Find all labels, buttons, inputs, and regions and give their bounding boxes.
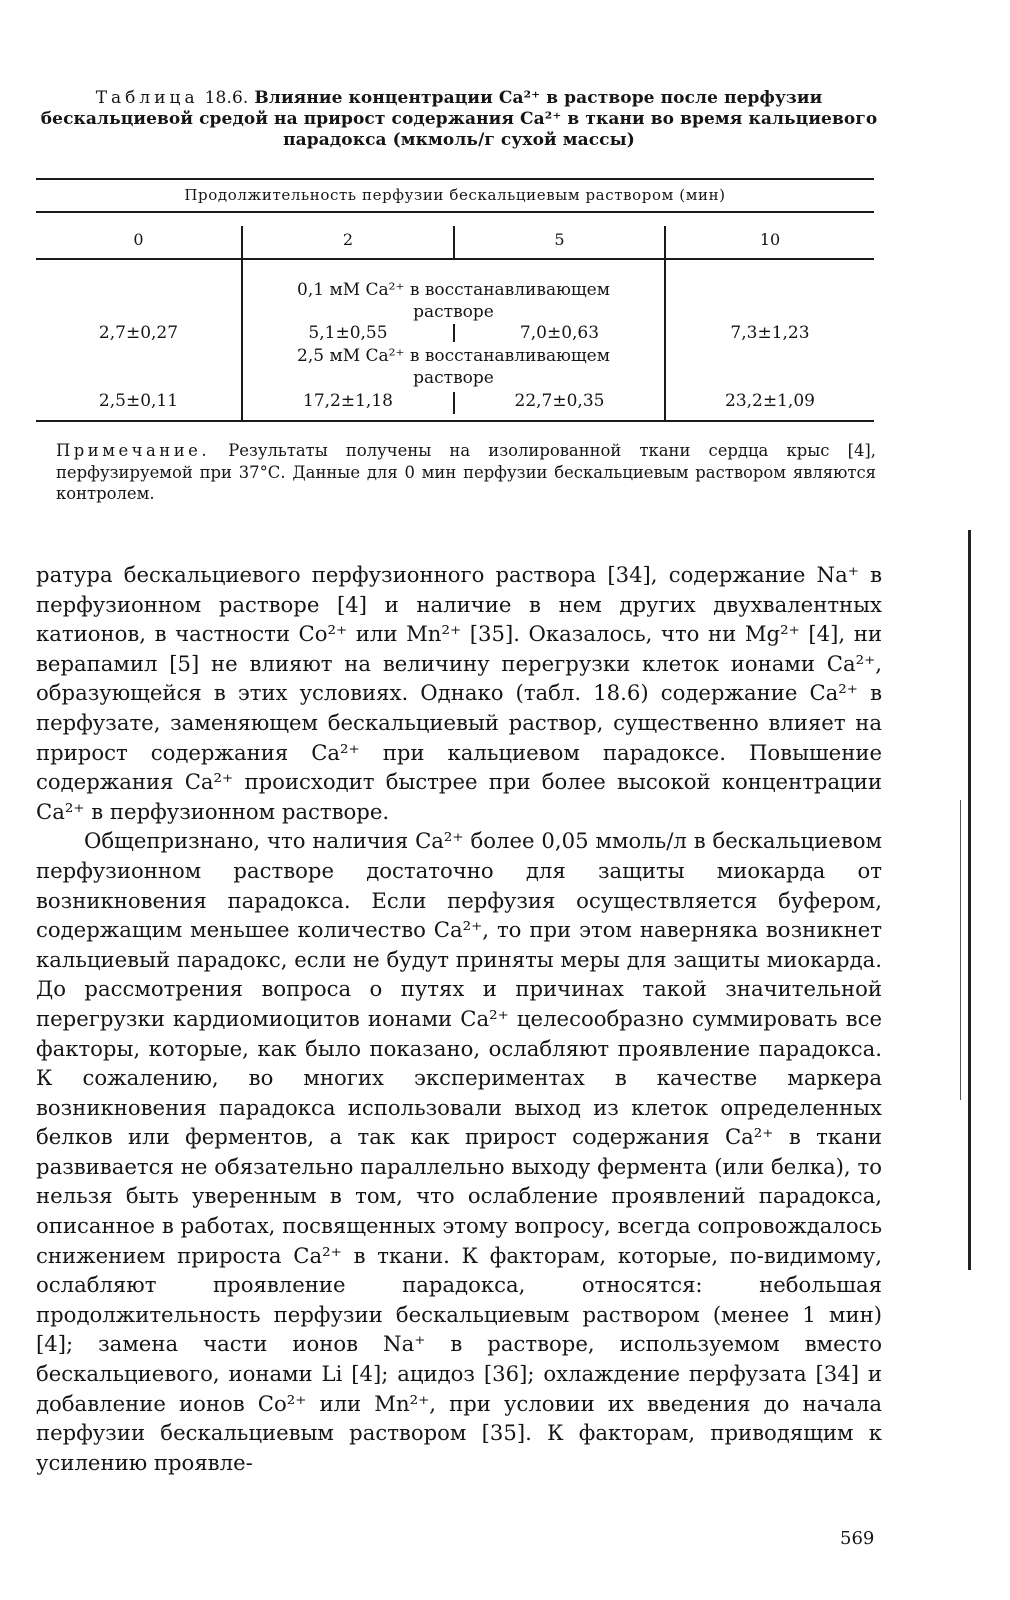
table-cell: 2,5±0,11 xyxy=(98,391,179,411)
caption-number: 18.6. xyxy=(204,88,249,108)
column-header-2: 2 xyxy=(342,230,354,249)
table-subheader: 2,5 мМ Са²⁺ в восстанавливающем xyxy=(297,346,610,366)
table-top-rule xyxy=(36,178,874,180)
table-cell: 7,3±1,23 xyxy=(730,323,810,343)
table-columns-rule xyxy=(36,258,874,260)
table-subheader: растворе xyxy=(413,302,494,322)
table-subheader: 0,1 мМ Са²⁺ в восстанавливающем xyxy=(297,280,610,300)
table-header-rule xyxy=(36,211,874,213)
scan-margin-mark xyxy=(968,530,971,1270)
table-caption xyxy=(36,88,882,151)
table-bottom-rule xyxy=(36,420,874,422)
table-subheader: растворе xyxy=(413,368,494,388)
note-label: Примечание. xyxy=(56,441,211,460)
table-cell: 17,2±1,18 xyxy=(303,391,393,411)
table-note xyxy=(56,440,876,505)
table-cell: 23,2±1,09 xyxy=(725,391,815,411)
body-text xyxy=(36,560,882,1477)
table-cell: 5,1±0,55 xyxy=(308,323,388,343)
column-header-0: 0 xyxy=(133,230,144,249)
scan-margin-mark xyxy=(960,800,961,1100)
column-header-5: 5 xyxy=(554,230,565,249)
note-text: Результаты получены на изолированной ткани сердца крыс [4], перфузируемой при 37°С. Данные для 0 мин перфузии бескальциевым раствором являются контролем. xyxy=(56,441,876,503)
table-cell: 7,0±0,63 xyxy=(519,323,600,343)
paragraph: Общепризнано, что наличия Са²⁺ более 0,05 ммоль/л в бескальциевом перфузионном растворе достаточно для защиты миокарда от возникновения парадокса. Если перфузия осуществляется буфером, содержащим меньшее количество Са²⁺, то при этом наверняка возникнет кальциевый парадокс, если не будут приняты меры для защиты миокарда. До рассмотрения вопроса о путях и причинах такой значительной перегрузки кардиомиоцитов ионами Са²⁺ целесообразно суммировать все факторы, которые, как было показано, ослабляют проявление парадокса. К сожалению, во многих экспериментах в качестве маркера возникновения парадокса использовали выход из клеток определенных белков или ферментов, а так как прирост содержания Са²⁺ в ткани развивается не обязательно параллельно выходу фермента (или белка), то нельзя быть уверенным в том, что ослабление проявлений парадокса, описанное в работах, посвященных этому вопросу, всегда сопровождалось снижением прироста Са²⁺ в ткани. К факторам, которые, по-видимому, ослабляют проявление парадокса, относятся: небольшая продолжительность перфузии бескальциевым раствором (менее 1 мин) [4]; замена части ионов Na⁺ в растворе, используемом вместо бескальциевого, ионами Li [4]; ацидоз [36]; охлаждение перфузата [34] и добавление ионов Со²⁺ или Mn²⁺, при условии их введения до начала перфузии бескальциевым раствором [35]. К факторам, приводящим к усилению проявле- xyxy=(36,828,882,1475)
caption-text: Влияние концентрации Са²⁺ в растворе после перфузии бескальциевой средой на прирост содержания Са²⁺ в ткани во время кальциевого парадокса (мкмоль/г сухой массы) xyxy=(40,88,878,150)
table-cell: 22,7±0,35 xyxy=(514,391,605,411)
paragraph: ратура бескальциевого перфузионного раствора [34], содержание Na⁺ в перфузионном растворе [4] и наличие в нем других двухвалентных катионов, в частности Со²⁺ или Mn²⁺ [35]. Оказалось, что ни Mg²⁺ [4], ни верапамил [5] не влияют на величину перегрузки клеток ионами Са²⁺, образующейся в этих условиях. Однако (табл. 18.6) содержание Са²⁺ в перфузате, заменяющем бескальциевый раствор, существенно влияет на прирост содержания Са²⁺ при кальциевом парадоксе. Повышение содержания Са²⁺ происходит быстрее при более высокой концентрации Са²⁺ в перфузионном растворе. xyxy=(36,562,882,824)
table-group-header: Продолжительность перфузии бескальциевым раствором (мин) xyxy=(184,186,726,204)
caption-label: Таблица xyxy=(95,88,199,108)
column-header-10: 10 xyxy=(759,230,781,249)
table-cell: 2,7±0,27 xyxy=(98,323,179,343)
page-number: 569 xyxy=(840,1528,875,1549)
